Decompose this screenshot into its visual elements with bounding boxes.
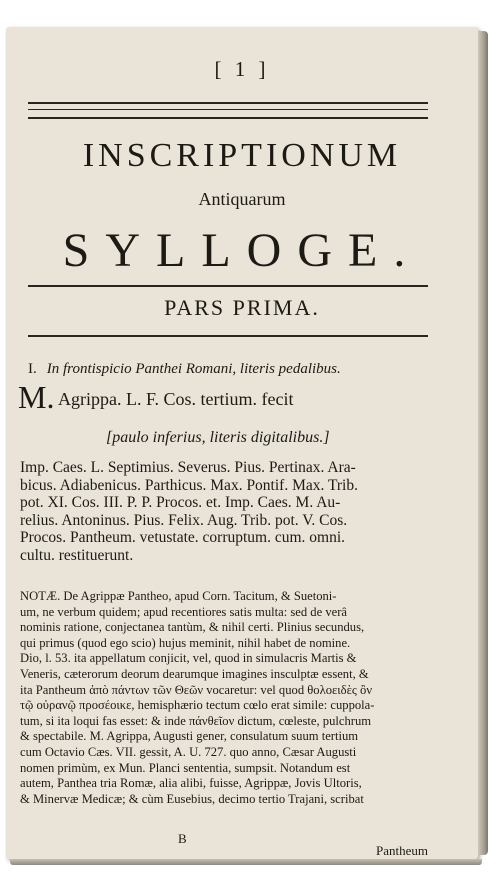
notes-line: ita Pantheum ἀπὸ πάντων τῶν Θεῶν vocaretur: vel quod θολοειδὲς ὂν [20, 682, 373, 697]
top-rule-3 [28, 117, 428, 119]
notes-line: nomen primùm, ex Mun. Planci sententia, sumpsit. Notandum est [20, 760, 351, 775]
signature-mark: B [178, 831, 187, 846]
section-title: PARS PRIMA. [164, 295, 320, 320]
notes-line: Veneris, cæterorum deorum dearumque imagines insculptæ essent, & [20, 666, 369, 681]
notes-line: & Minervæ Medicæ; & cùm Eusebius, decimo tertio Trajani, scribat [20, 791, 364, 806]
section-rule-bottom [28, 335, 428, 337]
title-line-3: SYLLOGE. [62, 224, 422, 277]
title-line-2: Antiquarum [198, 189, 286, 209]
top-rule-2 [28, 109, 428, 110]
notes-line: qui primus (quod ego scio) hujus meminit, nihil habet de nomine. [20, 635, 351, 650]
title-line-1: INSCRIPTIONUM [82, 137, 402, 174]
inscription-line: relius. Antoninus. Pius. Felix. Aug. Trib. pot. V. Cos. [20, 511, 348, 529]
notes-line: um, ne verbum quidem; apud recentiores satis multa: sed de verâ [20, 604, 347, 619]
notes-line: Dio, l. 53. ita appellatum conjicit, vel, quod in simulacris Martis & [20, 651, 357, 666]
inscription-heading [28, 361, 341, 378]
inscription-subheading: [paulo inferius, literis digitalibus.] [106, 429, 330, 446]
inscription-body [20, 459, 430, 564]
notes-line: τῷ οὐρανῷ προσέοικε, hemisphærio tectum cœlo erat simile: cuppola- [20, 698, 375, 713]
notes-line: & spectabile. M. Agrippa, Augusti gener, consulatum suum tertium [20, 729, 359, 744]
inscription-initial: M. [18, 379, 55, 415]
notes-line: autem, Panthea tria Romæ, alia alibi, fuisse, Agrippæ, Jovis Ultoris, [20, 776, 362, 791]
inscription-line: Imp. Caes. L. Septimius. Severus. Pius. Pertinax. Ara- [20, 459, 356, 476]
inscription-first-line-text: Agrippa. L. F. Cos. tertium. fecit [57, 389, 294, 409]
notes-paragraph [20, 589, 434, 807]
notes-line: tum, si ita loqui fas esset: & inde πάνθεῖον dictum, cœleste, pulchrum [20, 713, 372, 728]
section-rule-top [28, 285, 428, 287]
notes-line: NOTÆ. De Agrippæ Pantheo, apud Corn. Tacitum, & Suetoni- [20, 589, 337, 603]
page-number: [ 1 ] [214, 57, 270, 81]
notes-line: cum Octavio Cæs. VII. gessit, A. U. 727. quo anno, Cæsar Augusti [20, 744, 357, 759]
page-edge-right [478, 31, 488, 855]
catchword: Pantheum [376, 843, 428, 858]
inscription-line: Procos. Pantheum. vetustate. corruptum. cum. omni. [20, 529, 346, 546]
notes-line: nominis ratione, conjectanea tantùm, & nihil certi. Plinius secundus, [20, 620, 365, 635]
inscription-number: I. [28, 361, 37, 377]
inscription-line: bicus. Adiabenicus. Parthicus. Max. Pontif. Max. Trib. [20, 476, 358, 494]
page-edge-bottom [10, 859, 482, 865]
inscription-first-line [18, 379, 294, 416]
top-rule-1 [28, 102, 428, 104]
book-page [6, 27, 478, 859]
inscription-line: cultu. restituerunt. [20, 546, 134, 564]
inscription-line: pot. XI. Cos. III. P. P. Procos. et. Imp. Caes. M. Au- [20, 494, 341, 511]
inscription-heading-text: In frontispicio Panthei Romani, literis pedalibus. [46, 361, 341, 377]
